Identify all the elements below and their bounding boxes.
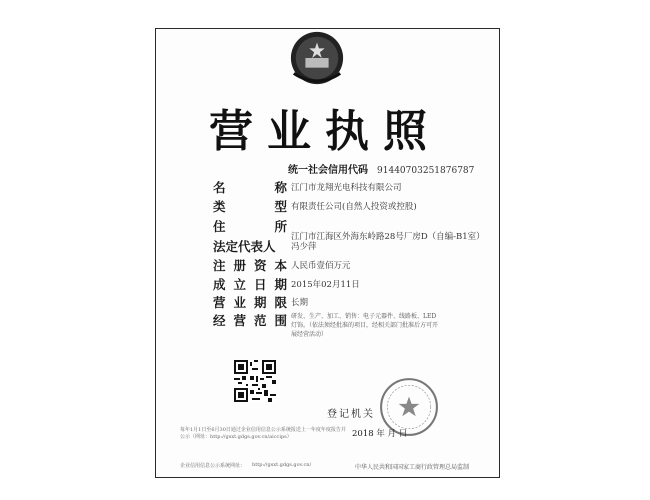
field-value: 有限责任公司(自然人投资或控股) [291,202,417,212]
qr-code-icon [234,360,276,402]
field-scope [213,312,287,328]
field-type [213,198,417,214]
field-label: 营 业 期 限 [213,295,287,310]
field-value: 江门市江海区外海东岭路28号厂房D（自编-B1室） [291,232,485,242]
issuer-note: 中华人民共和国国家工商行政管理总局监制 [355,464,470,471]
field-label: 注 册 资 本 [213,258,287,273]
registration-authority: 登记机关 [327,409,375,420]
field-address [213,218,287,234]
national-emblem-icon [288,29,346,87]
field-label: 成 立 日 期 [213,277,287,292]
field-value: 长期 [291,298,309,308]
credit-code-label: 统一社会信用代码 [288,165,368,176]
field-name [213,179,402,195]
field-address-value [291,228,485,244]
field-established [213,276,360,292]
field-value: 冯少萍 [291,242,317,252]
field-value: 2015年02月11日 [291,280,360,290]
field-label: 法定代表人 [213,239,276,254]
credit-code [288,161,474,176]
field-label: 经 营 范 围 [213,313,287,328]
field-value: 人民币壹佰万元 [291,261,351,271]
annual-report-notice: 每年1月1日至6月30日通过企业信用信息公示系统报送上一年度年度报告并公示（网址：http://gsxt.gdgs.gov.cn/aiccips） [180,427,346,440]
field-scope-value: 研发、生产、加工、销售：电子元器件、线路板、LED灯饰。（依法须经批准的项目，经相关部门批准后方可开展经营活动） [291,313,439,338]
field-term [213,294,308,310]
field-label: 类 型 [213,199,287,214]
footer-note: 企业信用信息公示系统网址： [180,463,246,469]
field-label: 住 所 [213,219,287,234]
field-value: 江门市龙翔光电科技有限公司 [291,183,402,193]
field-capital [213,257,351,273]
credit-code-value: 91440703251876787 [377,166,475,176]
license-title: 营业执照 [209,106,441,157]
footer-url: http://gsxt.gdgs.gov.cn/ [252,462,312,468]
field-label: 名 称 [213,180,287,195]
field-legal-rep [213,238,317,254]
registration-date: 2018 年 月 日 [352,429,408,439]
